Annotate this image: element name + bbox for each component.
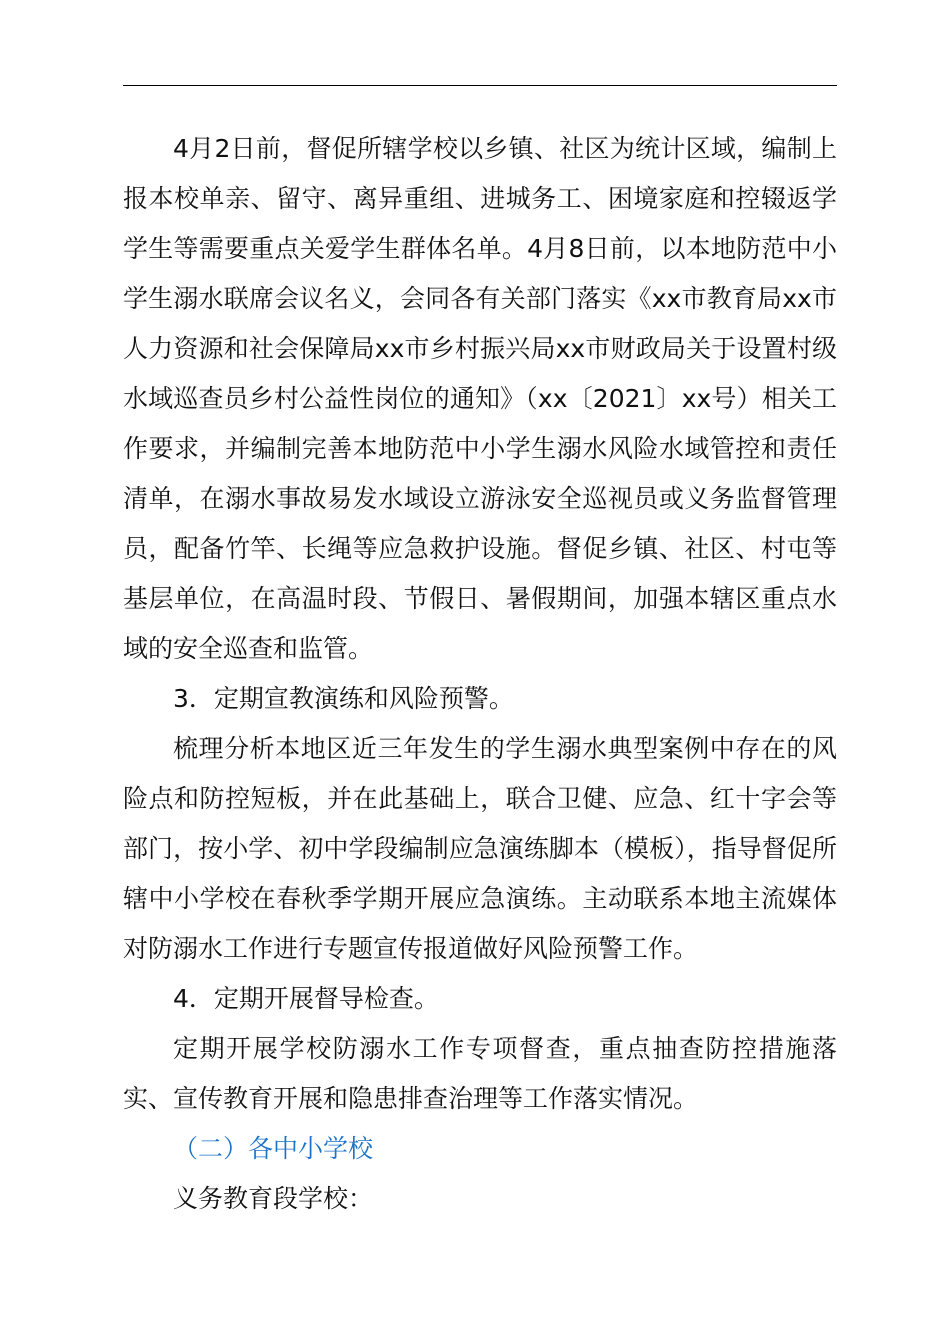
document-body (123, 124, 837, 1224)
item-heading-4: 4．定期开展督导检查。 (173, 984, 439, 1013)
paragraph-deadlines: 4月2日前，督促所辖学校以乡镇、社区为统计区域，编制上报本校单亲、留守、离异重组、进城务工、困境家庭和控辍返学学生等需要重点关爱学生群体名单。4月8日前，以本地防范中小学生溺水联席会议名义，会同各有关部门落实《xx市教育局xx市人力资源和社会保障局xx市乡村振兴局xx市财政局关于设置村级水域巡查员乡村公益性岗位的通知》（xx〔2021〕xx号）相关工作要求，并编制完善本地防范中小学生溺水风险水域管控和责任清单，在溺水事故易发水域设立游泳安全巡视员或义务监督管理员，配备竹竿、长绳等应急救护设施。督促乡镇、社区、村屯等基层单位，在高温时段、节假日、暑假期间，加强本辖区重点水域的安全巡查和监管。 (123, 134, 837, 663)
section-heading-schools: （二）各中小学校 (173, 1134, 374, 1163)
paragraph-inspection: 定期开展学校防溺水工作专项督查，重点抽查防控措施落实、宣传教育开展和隐患排查治理等工作落实情况。 (123, 1034, 837, 1113)
item-heading-3: 3．定期宣教演练和风险预警。 (173, 684, 514, 713)
paragraph-compulsory-schools: 义务教育段学校： (173, 1184, 374, 1213)
header-rule (123, 85, 837, 86)
paragraph-drills: 梳理分析本地区近三年发生的学生溺水典型案例中存在的风险点和防控短板，并在此基础上，联合卫健、应急、红十字会等部门，按小学、初中学段编制应急演练脚本（模板），指导督促所辖中小学校在春秋季学期开展应急演练。主动联系本地主流媒体对防溺水工作进行专题宣传报道做好风险预警工作。 (123, 734, 837, 963)
